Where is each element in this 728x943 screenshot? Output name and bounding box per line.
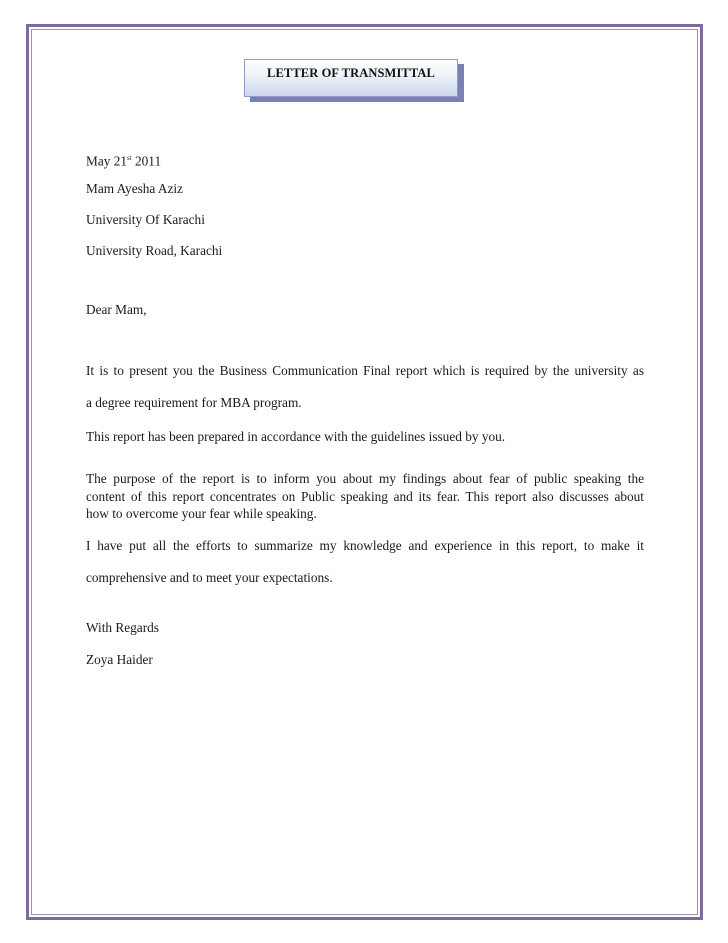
recipient-organization: University Of Karachi [86,212,205,227]
title-box [244,59,458,97]
letter-date [86,150,161,169]
body-paragraph-1-line-1: It is to present you the Business Communication Final report which is required by the university as [86,363,644,378]
letter-title: LETTER OF TRANSMITTAL [267,66,435,80]
body-paragraph-1-line-2: a degree requirement for MBA program. [86,395,302,410]
date-suffix: st [127,154,132,162]
date-year: 2011 [135,153,162,169]
date-day: May 21 [86,153,127,169]
body-paragraph-3-line-3: how to overcome your fear while speaking. [86,506,317,521]
salutation: Dear Mam, [86,302,147,317]
recipient-name: Mam Ayesha Aziz [86,181,184,196]
body-paragraph-4-line-2: comprehensive and to meet your expectations. [86,570,333,585]
closing: With Regards [86,620,159,635]
body-paragraph-3-line-2: content of this report concentrates on Public speaking and its fear. This report also discusses about [86,489,644,504]
body-paragraph-2: This report has been prepared in accordance with the guidelines issued by you. [86,429,506,444]
signature-name: Zoya Haider [86,652,153,667]
recipient-address: University Road, Karachi [86,243,223,258]
body-paragraph-4-line-1: I have put all the efforts to summarize my knowledge and experience in this report, to make it [86,538,644,553]
body-paragraph-3-line-1: The purpose of the report is to inform you about my findings about fear of public speaking the [86,471,644,486]
